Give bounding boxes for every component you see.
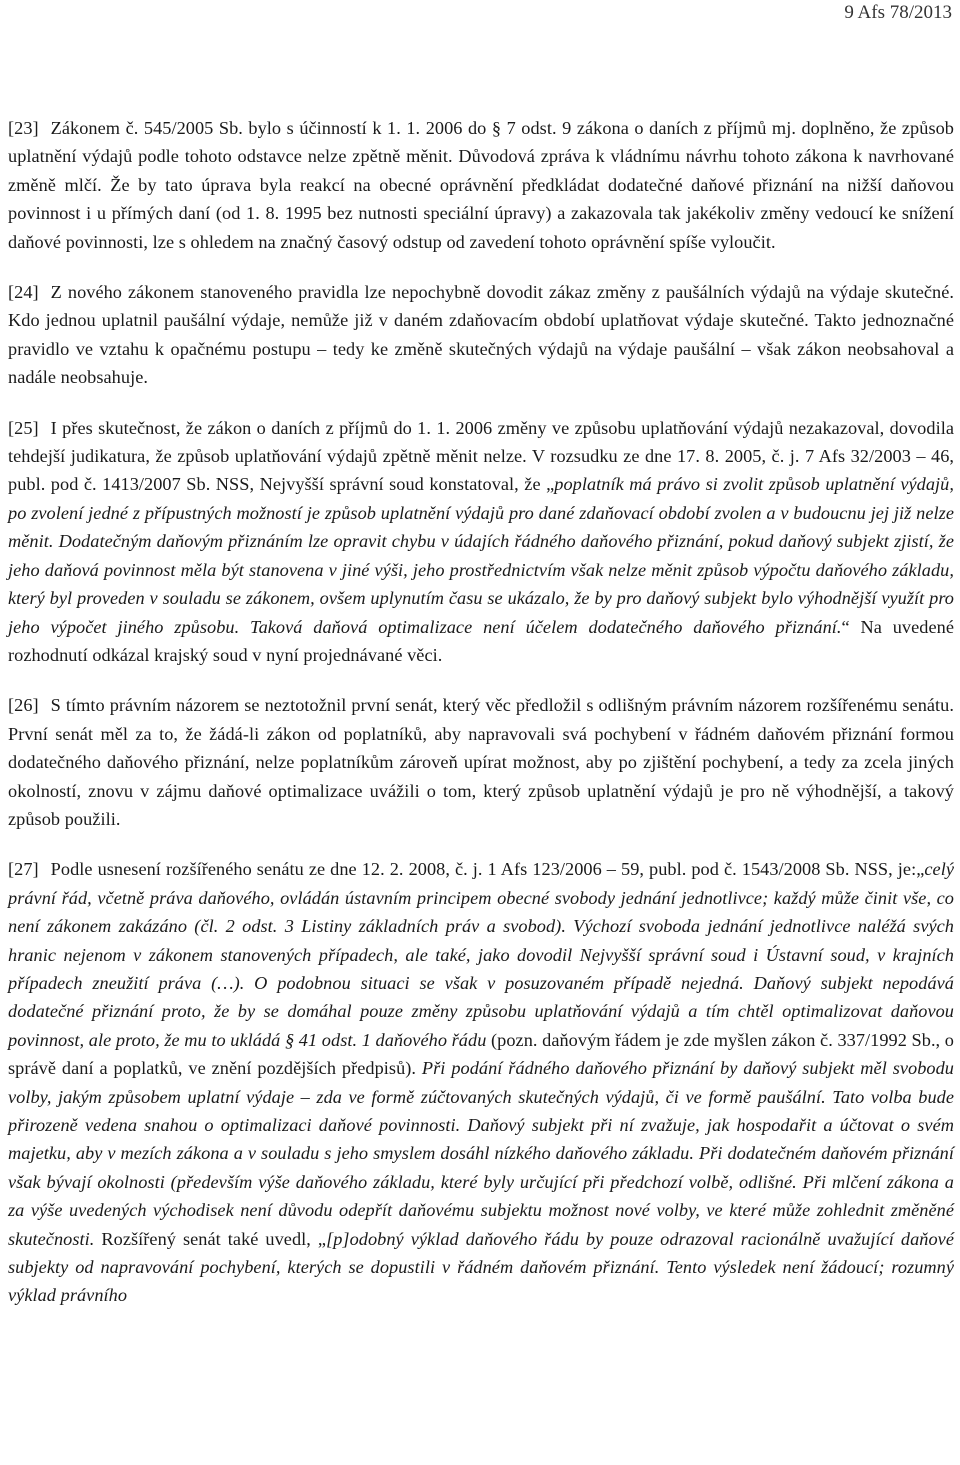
quoted-resolution: celý právní řád, včetně práva daňového, ovládán ústavním principem obecné svobody jednání jednotlivce; každý může činit vše, co není zákonem zakázáno (čl. 2 odst. 3 Listiny základních práv a svobod). Výchozí svoboda jednání jednotlivce naléžá svých hranic nejenom v zákonem stanovených případech, ale také, jako dovodil Nejvyšší správní soud i Ústavní soud, v krajních případech zneužití práva (…). O podobnou situaci se však v posuzovaném případě nejedná. Daňový subjekt nepodává dodatečné přiznání proto, že by se domáhal pouze změny způsobu uplatňování výdajů a tím chtěl optimalizovat daňovou povinnost, ale proto, že mu to ukládá § 41 odst. 1 daňového řádu [8,859,954,1050]
page-header-case-number: 9 Afs 78/2013 [844,2,952,23]
paragraph-text: Zákonem č. 545/2005 Sb. bylo s účinností k 1. 1. 2006 do § 7 odst. 9 zákona o daních z příjmů mj. doplněno, že způsob uplatnění výdajů podle tohoto odstavce nelze zpětně měnit. Důvodová zpráva k vládnímu návrhu tohoto zákona k navrhované změně mlčí. Že by tato úprava byla reakcí na obecné oprávnění předkládat dodatečné daňové přiznání na nižší daňovou povinnost i u přímých daní (od 1. 8. 1995 bez nutnosti speciální úpravy) a zakazovala tak jakékoliv změny vedoucí ke snížení daňové povinnosti, lze s ohledem na značný časový odstup od zavedení tohoto oprávnění spíše vyloučit. [8,118,954,252]
document-body [8,114,954,1332]
quoted-resolution: [p]odobný výklad daňového řádu by pouze odrazoval racionálně uvažující daňové subjekty od napravování pochybení, kterých se dopustili v řádném daňovém přiznání. Tento výsledek není žádoucí; rozumný výklad právního [8,1228,954,1306]
paragraph-text: I přes skutečnost, že zákon o daních z příjmů do 1. 1. 2006 změny ve způsobu uplatňování výdajů nezakazoval, dovodila tehdejší judikatura, že způsob uplatňování výdajů zpětně měnit nelze. V rozsudku ze dne 17. 8. 2005, č. j. 7 Afs 32/2003 – 46, publ. pod č. 1413/2007 Sb. NSS, Nejvyšší správní soud konstatoval, že „ [8,417,954,495]
quoted-resolution: Při podání řádného daňového přiznání by daňový subjekt měl svobodu volby, jakým způsobem uplatní výdaje – zda ve formě zúčtovaných skutečných výdajů, či ve formě paušální. Tato volba bude přirozeně vedena snahou o optimalizaci daňové povinnosti. Daňový subjekt při ní zvažuje, jak hospodařit a účtovat o svém majetku, aby v mezích zákona a v souladu s jeho smyslem dosáhl nízkého daňového základu. Při dodatečném daňovém přiznání však bývají okolnosti (především výše daňového základu, které byly určující při předchozí volbě, odlišné. Při mlčení zákona a za výše uvedených východisek není důvodu odepřít daňovému subjektu možnost nové volby, ve které může zohlednit změněné skutečnosti. [8,1058,954,1249]
paragraph-number: [24] [8,282,39,303]
paragraph-number: [26] [8,695,39,716]
paragraph-number: [27] [8,859,39,880]
paragraph-text: S tímto právním názorem se neztotožnil první senát, který věc předložil s odlišným právním názorem rozšířenému senátu. První senát měl za to, že žádá-li zákon od poplatníků, aby napravovali svá pochybení v řádném daňovém přiznání formou dodatečného daňového přiznání, nelze poplatníkům zároveň upírat možnost, aby po zjištění pochybení, a tedy za zcela jiných okolností, znovu v zájmu daňové optimalizace uvážili o tom, který způsob uplatnění výdajů je pro ně výhodnější, a takový způsob použili. [8,695,954,829]
paragraph-26 [8,691,954,833]
paragraph-24 [8,278,954,392]
paragraph-number: [25] [8,417,39,438]
paragraph-number: [23] [8,118,39,138]
paragraph-text: “ Na uvedené rozhodnutí odkázal krajský soud v nyní projednávané věci. [8,616,954,665]
paragraph-23 [8,114,954,256]
quoted-judgment: poplatník má právo si zvolit způsob uplatnění výdajů, po zvolení jedné z přípustných možností je způsob uplatnění výdajů pro dané zdaňovací období zvolen a v budoucnu jej již nelze měnit. Dodatečným daňovým přiznáním lze opravit chybu v údajích řádného daňového přiznání, pokud daňový subjekt zjistí, že jeho daňová povinnost měla být stanovena v jiné výši, jeho prostřednictvím však nelze měnit způsob výpočtu daňového základu, který byl proveden v souladu se zákonem, ovšem uplynutím času se ukázalo, že by pro daňový subjekt bylo výhodnější využít pro jeho výpočet jiného způsobu. Taková daňová optimalizace není účelem dodatečného daňového přiznání. [8,474,954,637]
paragraph-text: (pozn. daňovým řádem je zde myšlen zákon č. 337/1992 Sb., o správě daní a poplatků, ve znění pozdějších předpisů). [8,1029,954,1079]
paragraph-25 [8,414,954,670]
paragraph-text: Rozšířený senát také uvedl, „ [94,1228,327,1249]
paragraph-text: Z nového zákonem stanoveného pravidla lze nepochybně dovodit zákaz změny z paušálních výdajů na výdaje skutečné. Kdo jednou uplatnil paušální výdaje, nemůže již v daném zdaňovacím období uplatňovat výdaje skutečné. Takto jednoznačné pravidlo ve vztahu k opačnému postupu – tedy ke změně skutečných výdajů na výdaje paušální – však zákon neobsahoval a nadále neobsahuje. [8,282,954,388]
paragraph-text: Podle usnesení rozšířeného senátu ze dne 12. 2. 2008, č. j. 1 Afs 123/2006 – 59, publ. pod č. 1543/2008 Sb. NSS, je:„ [50,859,925,880]
paragraph-27 [8,855,954,1310]
